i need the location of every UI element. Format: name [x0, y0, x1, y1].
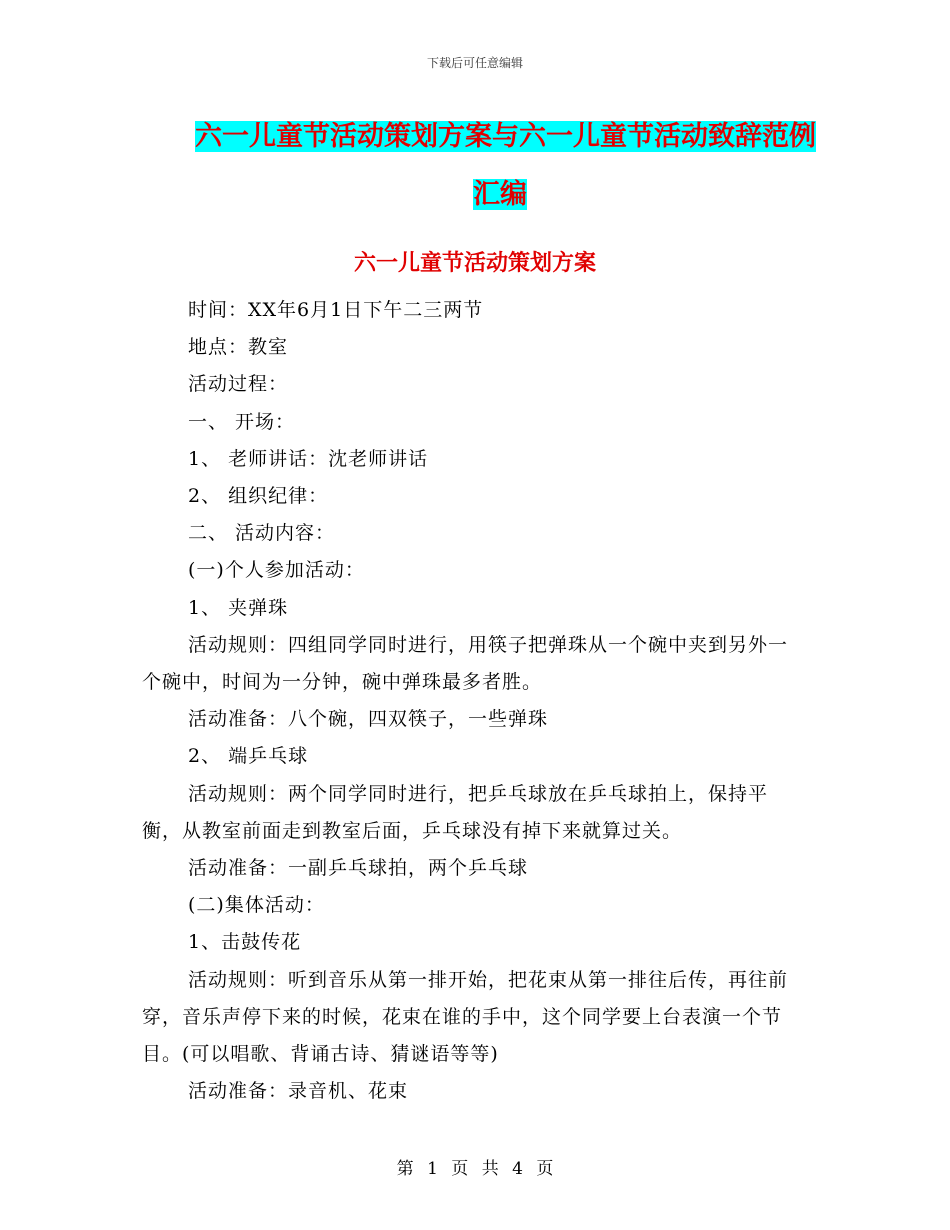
- paragraph: 1、 老师讲话：沈老师讲话: [188, 447, 429, 470]
- header-note: 下载后可任意编辑: [426, 56, 523, 70]
- paragraph: 一、 开场：: [188, 410, 296, 433]
- paragraph: 1、击鼓传花: [188, 931, 302, 954]
- document-title: [195, 108, 816, 224]
- paragraph: 活动准备：一副乒乓球拍，两个乒乓球: [188, 857, 529, 880]
- paragraph: 活动过程：: [188, 373, 289, 396]
- paragraph: 活动规则：四组同学同时进行，用筷子把弹珠从一个碗中夹到另外一个碗中，时间为一分钟，碗中弹珠最多者胜。: [142, 633, 789, 694]
- section-title: 六一儿童节活动策划方案: [353, 251, 596, 276]
- paragraph: 2、 端乒乓球: [188, 745, 309, 768]
- title-line-2: 汇编: [473, 179, 527, 210]
- paragraph: 活动准备：八个碗，四双筷子，一些弹珠: [188, 708, 549, 731]
- page-footer: 第 1 页 共 4 页: [396, 1159, 554, 1179]
- paragraph: (二)集体活动：: [188, 894, 325, 917]
- paragraph: 二、 活动内容：: [188, 522, 336, 545]
- paragraph: 时间：XX年6月1日下午二三两节: [188, 299, 484, 321]
- paragraph: 地点：教室: [188, 336, 289, 359]
- paragraph: (一)个人参加活动：: [188, 559, 365, 582]
- paragraph: 活动规则：两个同学同时进行，把乒乓球放在乒乓球拍上，保持平衡，从教室前面走到教室后面，乒乓球没有掉下来就算过关。: [142, 782, 769, 842]
- paragraph: 2、 组织纪律：: [188, 485, 329, 508]
- paragraph: 活动准备：录音机、花束: [188, 1080, 409, 1103]
- paragraph: 1、 夹弹珠: [188, 596, 289, 619]
- paragraph: 活动规则：听到音乐从第一排开始，把花束从第一排往后传，再往前穿，音乐声停下来的时候，花束在谁的手中，这个同学要上台表演一个节目。(可以唱歌、背诵古诗、猜谜语等等): [142, 968, 789, 1066]
- title-line-1: 六一儿童节活动策划方案与六一儿童节活动致辞范例: [195, 121, 816, 152]
- document-body: [142, 292, 802, 1110]
